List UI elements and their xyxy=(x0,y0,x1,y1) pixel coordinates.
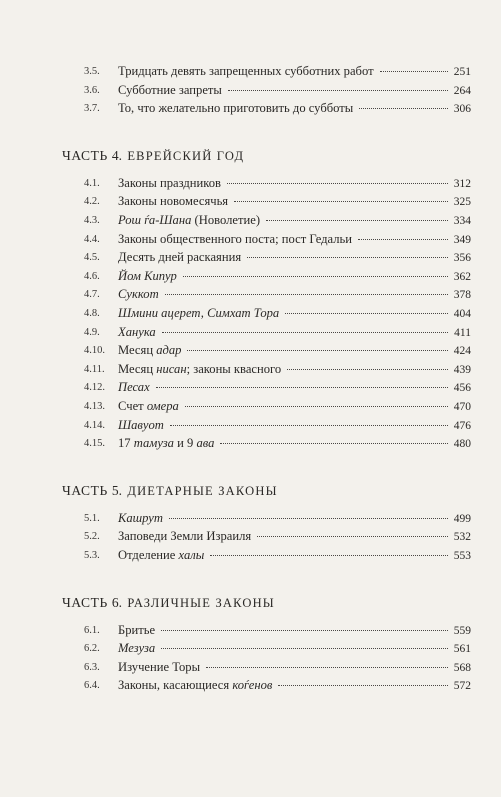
entry-title: Законы новомесячья xyxy=(118,194,229,209)
entry-number: 4.4. xyxy=(84,233,100,245)
entry-page-number: 499 xyxy=(453,512,471,525)
dot-leader xyxy=(359,107,448,109)
part-title: ДИЕТАРНЫЕ ЗАКОНЫ xyxy=(127,483,278,498)
dot-leader xyxy=(380,70,448,72)
dot-leader xyxy=(161,629,448,631)
part-number: 6. xyxy=(111,594,126,610)
toc-entry[interactable] xyxy=(0,397,501,415)
dot-leader xyxy=(162,331,448,333)
dot-leader xyxy=(234,200,448,202)
toc-entry[interactable] xyxy=(0,230,501,248)
entry-number: 5.1. xyxy=(84,512,100,524)
entry-title: Йом Кипур xyxy=(118,268,177,283)
entry-number: 3.6. xyxy=(84,84,100,96)
toc-entry[interactable] xyxy=(0,285,501,303)
entry-page-number: 470 xyxy=(453,401,471,413)
toc-entry[interactable] xyxy=(0,639,501,657)
entry-number: 4.15. xyxy=(84,438,105,450)
entry-title: Бритье xyxy=(118,622,156,637)
toc-entry[interactable] xyxy=(0,416,501,434)
toc-entry[interactable] xyxy=(0,434,501,452)
dot-leader xyxy=(169,517,448,519)
toc-entry[interactable] xyxy=(0,62,501,80)
entry-number: 6.1. xyxy=(84,624,100,636)
toc-entry[interactable] xyxy=(0,509,501,527)
dot-leader xyxy=(165,293,448,295)
entry-page-number: 356 xyxy=(453,252,471,265)
part-number: 4. xyxy=(111,147,126,163)
entry-title: Законы праздников xyxy=(118,175,222,190)
entry-page-number: 561 xyxy=(453,643,471,656)
part-heading xyxy=(62,481,482,501)
toc-entry[interactable] xyxy=(0,81,501,99)
entry-number: 4.2. xyxy=(84,196,100,208)
dot-leader xyxy=(187,349,447,351)
dot-leader xyxy=(185,405,448,407)
dot-leader xyxy=(257,535,448,537)
entry-page-number: 306 xyxy=(453,103,471,116)
entry-page-number: 553 xyxy=(453,550,471,562)
toc-entry[interactable] xyxy=(0,546,501,564)
toc-entry[interactable] xyxy=(0,676,501,694)
dot-leader xyxy=(358,238,448,240)
entry-page-number: 334 xyxy=(453,215,471,227)
part-label: ЧАСТЬ xyxy=(62,594,112,610)
entry-title: Мезуза xyxy=(118,641,156,656)
entry-number: 6.2. xyxy=(84,643,100,655)
toc-entry[interactable] xyxy=(0,621,501,639)
entry-number: 4.8. xyxy=(84,308,100,319)
entry-page-number: 532 xyxy=(453,531,471,544)
entry-page-number: 439 xyxy=(453,363,471,376)
entry-number: 4.12. xyxy=(84,382,105,394)
toc-entry[interactable] xyxy=(0,248,501,266)
part-label: ЧАСТЬ xyxy=(62,482,112,498)
toc-entry[interactable] xyxy=(0,341,501,359)
toc-entry[interactable] xyxy=(0,192,501,210)
toc-entry[interactable] xyxy=(0,527,501,545)
entry-title: Песах xyxy=(118,380,150,395)
part-number: 5. xyxy=(111,482,126,498)
entry-number: 4.10. xyxy=(84,345,105,357)
entry-page-number: 456 xyxy=(453,382,471,395)
entry-number: 5.2. xyxy=(84,531,100,543)
part-title: ЕВРЕЙСКИЙ ГОД xyxy=(127,148,245,163)
entry-page-number: 411 xyxy=(454,326,471,339)
dot-leader xyxy=(247,256,448,258)
entry-title: Кашрут xyxy=(118,510,163,525)
toc-entry[interactable] xyxy=(0,658,501,676)
toc-entry[interactable] xyxy=(0,174,501,192)
entry-title: Месяц нисан; законы квасного xyxy=(118,361,282,376)
entry-title: Отделение халы xyxy=(118,548,205,562)
toc-entry[interactable] xyxy=(0,304,501,322)
dot-leader xyxy=(227,182,448,184)
entry-number: 4.13. xyxy=(84,401,105,412)
dot-leader xyxy=(287,368,448,370)
dot-leader xyxy=(266,219,448,221)
entry-title: Законы, касающиеся коѓенов xyxy=(118,678,273,693)
entry-page-number: 559 xyxy=(453,624,471,637)
entry-number: 3.5. xyxy=(84,66,100,77)
entry-page-number: 568 xyxy=(453,661,471,674)
dot-leader xyxy=(220,442,447,444)
entry-page-number: 378 xyxy=(453,289,471,302)
entry-title: То, что желательно приготовить до субботы xyxy=(118,101,354,116)
dot-leader xyxy=(161,647,448,649)
entry-page-number: 424 xyxy=(453,345,471,358)
dot-leader xyxy=(206,666,448,668)
entry-number: 5.3. xyxy=(84,550,100,561)
entry-page-number: 404 xyxy=(453,308,471,320)
entry-title: Законы общественного поста; пост Гедальи xyxy=(118,231,353,246)
entry-title: Месяц адар xyxy=(118,343,182,358)
toc-entry[interactable] xyxy=(0,323,501,341)
entry-title: Заповеди Земли Израиля xyxy=(118,529,252,544)
dot-leader xyxy=(228,89,448,91)
entry-title: Субботние запреты xyxy=(118,82,222,97)
entry-title: Шавуот xyxy=(118,417,164,432)
entry-title: Ханука xyxy=(118,324,156,339)
entry-number: 4.11. xyxy=(84,363,105,375)
dot-leader xyxy=(278,684,447,686)
entry-page-number: 476 xyxy=(453,419,471,432)
dot-leader xyxy=(170,424,448,426)
entry-number: 4.5. xyxy=(84,252,100,264)
toc-entry[interactable] xyxy=(0,378,501,396)
toc-entry[interactable] xyxy=(0,211,501,229)
entry-page-number: 325 xyxy=(453,196,471,209)
entry-title: Десять дней раскаяния xyxy=(118,250,242,265)
entry-page-number: 251 xyxy=(453,66,471,78)
toc-entry[interactable] xyxy=(0,99,501,117)
entry-number: 6.3. xyxy=(84,661,100,673)
entry-title: Суккот xyxy=(118,287,159,302)
entry-title: Шмини ацерет, Симхат Тора xyxy=(118,306,280,320)
entry-number: 6.4. xyxy=(84,680,100,692)
dot-leader xyxy=(285,312,448,314)
part-label: ЧАСТЬ xyxy=(62,147,112,163)
entry-page-number: 312 xyxy=(453,177,471,190)
dot-leader xyxy=(183,275,448,277)
entry-number: 4.7. xyxy=(84,289,100,301)
entry-number: 4.6. xyxy=(84,270,100,282)
dot-leader xyxy=(156,386,448,388)
entry-number: 3.7. xyxy=(84,103,100,115)
entry-number: 4.14. xyxy=(84,419,105,431)
toc-entry[interactable] xyxy=(0,360,501,378)
entry-number: 4.9. xyxy=(84,326,100,338)
dot-leader xyxy=(210,554,447,556)
part-title: РАЗЛИЧНЫЕ ЗАКОНЫ xyxy=(127,595,275,610)
toc-entry[interactable] xyxy=(0,267,501,285)
entry-page-number: 349 xyxy=(453,233,471,246)
entry-title: Рош ѓа-Шана (Новолетие) xyxy=(118,213,261,227)
entry-number: 4.3. xyxy=(84,215,100,226)
entry-page-number: 362 xyxy=(453,270,471,283)
entry-title: Изучение Торы xyxy=(118,659,201,674)
entry-page-number: 572 xyxy=(453,680,471,693)
entry-number: 4.1. xyxy=(84,177,100,189)
entry-page-number: 264 xyxy=(453,84,471,97)
entry-title: Счет омера xyxy=(118,399,179,413)
part-heading xyxy=(62,593,482,613)
part-heading xyxy=(62,146,482,166)
entry-title: Тридцать девять запрещенных субботних работ xyxy=(118,64,374,78)
entry-page-number: 480 xyxy=(453,438,471,451)
entry-title: 17 тамуза и 9 ава xyxy=(118,436,215,451)
